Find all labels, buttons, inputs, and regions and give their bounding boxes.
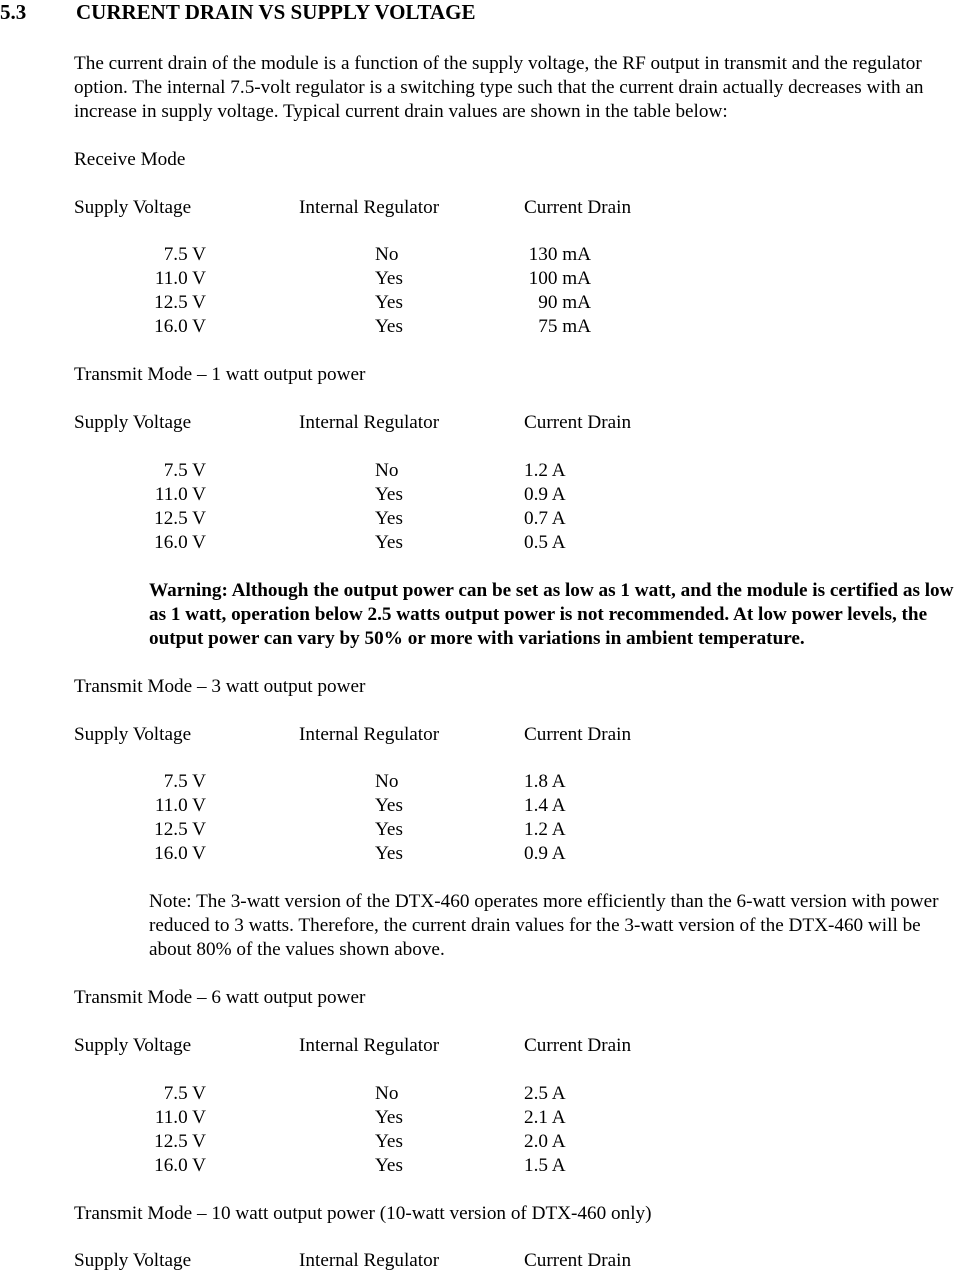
table-cell-regulator: No [375, 1083, 399, 1104]
table-cell-voltage: 11.0 V [154, 795, 206, 816]
table-cell-drain: 0.7 A [524, 508, 566, 529]
header-current-drain: Current Drain [524, 412, 632, 433]
table-cell-drain: 1.2 A [524, 460, 566, 481]
table-cell-drain: 1.4 A [524, 795, 566, 816]
table-cell-voltage: 12.5 V [154, 292, 206, 313]
header-current-drain: Current Drain [524, 724, 632, 745]
table-cell-drain: 1.2 A [524, 819, 566, 840]
header-supply-voltage: Supply Voltage [74, 1035, 192, 1056]
table-cell-regulator: No [375, 244, 399, 265]
table-cell-voltage: 7.5 V [163, 771, 206, 792]
table-cell-regulator: Yes [375, 1131, 403, 1152]
table-cell-regulator: Yes [375, 843, 403, 864]
intro-paragraph: The current drain of the module is a function of the supply voltage, the RF output in transmit and the regulator option. The internal 7.5-volt regulator is a switching type such that the current drain actually decreases with an increase in supply voltage. Typical current drain values are shown in the table below: [74, 53, 924, 122]
table-cell-voltage: 7.5 V [163, 1083, 206, 1104]
table-title-transmit-6w: Transmit Mode – 6 watt output power [74, 987, 366, 1008]
table-title-receive: Receive Mode [74, 149, 186, 170]
header-supply-voltage: Supply Voltage [74, 412, 192, 433]
header-supply-voltage: Supply Voltage [74, 1250, 192, 1271]
table-cell-regulator: Yes [375, 532, 403, 553]
warning-text: Warning: Although the output power can be set as low as 1 watt, and the module is certified as low as 1 watt, operation below 2.5 watts output power is not recommended. At low power levels, the output power can vary by 50% or more with variations in ambient temperature. [149, 580, 954, 649]
table-cell-regulator: No [375, 771, 399, 792]
header-internal-regulator: Internal Regulator [299, 197, 440, 218]
table-cell-voltage: 11.0 V [154, 484, 206, 505]
table-cell-regulator: Yes [375, 316, 403, 337]
table-cell-voltage: 16.0 V [154, 532, 206, 553]
table-cell-voltage: 7.5 V [163, 244, 206, 265]
table-cell-voltage: 7.5 V [163, 460, 206, 481]
table-title-transmit-1w: Transmit Mode – 1 watt output power [74, 364, 366, 385]
note-text: Note: The 3-watt version of the DTX-460 operates more efficiently than the 6-watt version with power reduced to 3 watts. Therefore, the current drain values for the 3-watt version of the DTX-460 will be about 80% of the values shown above. [149, 891, 939, 960]
table-cell-voltage: 16.0 V [154, 316, 206, 337]
table-cell-drain: 2.5 A [524, 1083, 566, 1104]
table-cell-regulator: Yes [375, 268, 403, 289]
table-cell-drain: 130 mA [528, 244, 591, 265]
section-number: 5.3 [0, 0, 27, 24]
header-current-drain: Current Drain [524, 197, 632, 218]
header-current-drain: Current Drain [524, 1035, 632, 1056]
table-cell-voltage: 11.0 V [154, 268, 206, 289]
table-cell-drain: 0.9 A [524, 484, 566, 505]
table-cell-voltage: 16.0 V [154, 1155, 206, 1176]
table-cell-regulator: Yes [375, 1155, 403, 1176]
table-title-transmit-3w: Transmit Mode – 3 watt output power [74, 676, 366, 697]
table-title-transmit-10w: Transmit Mode – 10 watt output power (10-watt version of DTX-460 only) [74, 1203, 652, 1224]
header-current-drain: Current Drain [524, 1250, 632, 1271]
header-supply-voltage: Supply Voltage [74, 197, 192, 218]
table-cell-voltage: 11.0 V [154, 1107, 206, 1128]
section-title: CURRENT DRAIN VS SUPPLY VOLTAGE [76, 0, 476, 24]
table-cell-regulator: Yes [375, 1107, 403, 1128]
table-cell-regulator: Yes [375, 795, 403, 816]
table-cell-regulator: Yes [375, 508, 403, 529]
header-internal-regulator: Internal Regulator [299, 1035, 440, 1056]
table-cell-voltage: 12.5 V [154, 819, 206, 840]
table-cell-drain: 1.5 A [524, 1155, 566, 1176]
table-cell-regulator: Yes [375, 484, 403, 505]
table-cell-drain: 0.9 A [524, 843, 566, 864]
header-supply-voltage: Supply Voltage [74, 724, 192, 745]
header-internal-regulator: Internal Regulator [299, 1250, 440, 1271]
table-cell-drain: 1.8 A [524, 771, 566, 792]
table-cell-drain: 2.0 A [524, 1131, 566, 1152]
table-cell-drain: 2.1 A [524, 1107, 566, 1128]
table-cell-drain: 0.5 A [524, 532, 566, 553]
table-cell-voltage: 16.0 V [154, 843, 206, 864]
table-cell-regulator: Yes [375, 292, 403, 313]
table-cell-drain: 100 mA [528, 268, 591, 289]
table-cell-voltage: 12.5 V [154, 1131, 206, 1152]
table-cell-drain: 75 mA [538, 316, 591, 337]
table-cell-voltage: 12.5 V [154, 508, 206, 529]
table-cell-drain: 90 mA [538, 292, 591, 313]
header-internal-regulator: Internal Regulator [299, 412, 440, 433]
header-internal-regulator: Internal Regulator [299, 724, 440, 745]
table-cell-regulator: Yes [375, 819, 403, 840]
table-cell-regulator: No [375, 460, 399, 481]
